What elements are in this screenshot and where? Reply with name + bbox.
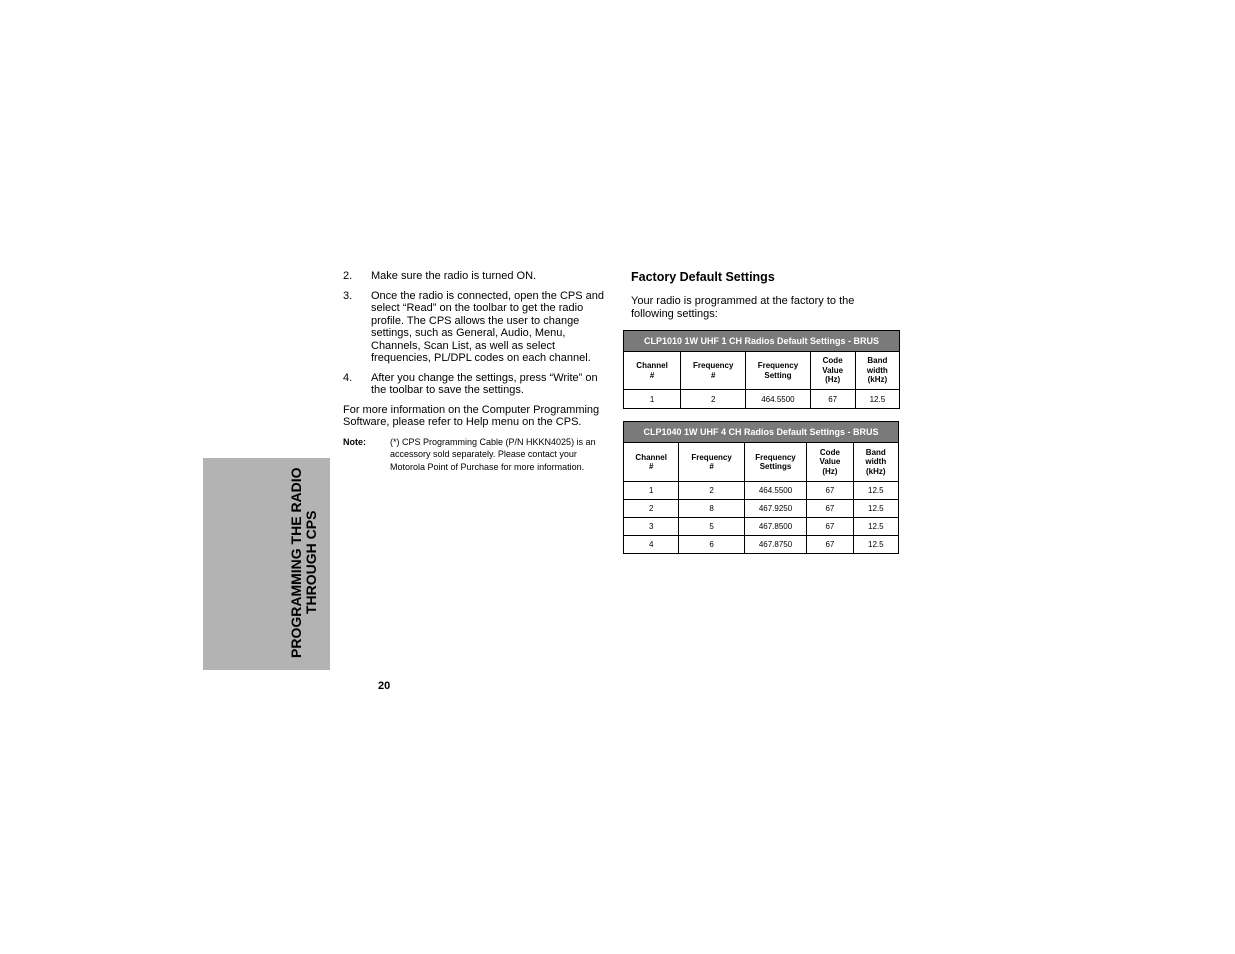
cell-channel: 3 xyxy=(624,518,679,536)
note-text: (*) CPS Programming Cable (P/N HKKN4025) is an accessory sold separately. Please contact your Motorola Point of Purchase for more information. xyxy=(390,436,596,472)
cell-bandwidth: 12.5 xyxy=(853,518,898,536)
cell-bandwidth: 12.5 xyxy=(853,536,898,554)
table-row xyxy=(624,482,899,500)
table-header-row xyxy=(624,352,900,390)
cell-code-value: 67 xyxy=(807,536,853,554)
header-channel: Channel # xyxy=(624,352,681,390)
step-number: 3. xyxy=(343,289,353,302)
cell-bandwidth: 12.5 xyxy=(853,500,898,518)
cell-code-value: 67 xyxy=(810,390,855,409)
note xyxy=(343,436,605,474)
note-label: Note: xyxy=(343,436,366,447)
table-row xyxy=(624,390,900,409)
cell-code-value: 67 xyxy=(807,518,853,536)
header-code-value: Code Value (Hz) xyxy=(807,443,853,482)
cell-frequency-number: 5 xyxy=(679,518,744,536)
table-caption: CLP1010 1W UHF 1 CH Radios Default Settings - BRUS xyxy=(624,331,900,352)
step-item xyxy=(343,270,605,283)
header-channel: Channel # xyxy=(624,443,679,482)
left-column xyxy=(343,270,605,473)
header-bandwidth: Band width (kHz) xyxy=(853,443,898,482)
cell-frequency-setting: 467.8750 xyxy=(744,536,806,554)
default-settings-table-1ch xyxy=(623,330,900,409)
table-row xyxy=(624,536,899,554)
right-column xyxy=(631,270,901,321)
step-number: 2. xyxy=(343,270,353,282)
table-row xyxy=(624,518,899,536)
cell-frequency-number: 6 xyxy=(679,536,744,554)
cell-channel: 4 xyxy=(624,536,679,554)
default-settings-table-4ch xyxy=(623,421,899,554)
cell-bandwidth: 12.5 xyxy=(853,482,898,500)
cell-channel: 1 xyxy=(624,482,679,500)
cell-frequency-setting: 467.8500 xyxy=(744,518,806,536)
table-row xyxy=(624,500,899,518)
section-title: Factory Default Settings xyxy=(631,270,775,284)
page-number: 20 xyxy=(378,680,391,692)
side-tab-line-2: THROUGH CPS xyxy=(303,510,319,615)
step-item xyxy=(343,290,605,365)
header-code-value: Code Value (Hz) xyxy=(810,352,855,390)
cell-code-value: 67 xyxy=(807,500,853,518)
cell-channel: 2 xyxy=(624,500,679,518)
help-paragraph: For more information on the Computer Programming Software, please refer to Help menu on the CPS. xyxy=(343,403,600,428)
header-bandwidth: Band width (kHz) xyxy=(855,352,899,390)
cell-frequency-setting: 464.5500 xyxy=(744,482,806,500)
header-frequency-number: Frequency # xyxy=(681,352,746,390)
cell-frequency-setting: 464.5500 xyxy=(746,390,810,409)
header-frequency-settings: Frequency Settings xyxy=(744,443,806,482)
cell-bandwidth: 12.5 xyxy=(855,390,899,409)
cell-frequency-number: 2 xyxy=(681,390,746,409)
step-text: Once the radio is connected, open the CPS and select “Read” on the toolbar to get the radio profile. The CPS allows the user to change settings, such as General, Audio, Menu, Channels, Scan List, as well as select frequencies, PL/DPL codes on each channel. xyxy=(371,289,604,364)
intro-text: Your radio is programmed at the factory to the following settings: xyxy=(631,295,855,320)
header-frequency-number: Frequency # xyxy=(679,443,744,482)
side-tab-label xyxy=(289,466,333,659)
table-caption: CLP1040 1W UHF 4 CH Radios Default Settings - BRUS xyxy=(624,422,899,443)
cell-frequency-number: 2 xyxy=(679,482,744,500)
header-frequency-setting: Frequency Setting xyxy=(746,352,810,390)
step-number: 4. xyxy=(343,371,353,384)
step-text: Make sure the radio is turned ON. xyxy=(371,270,537,282)
table-header-row xyxy=(624,443,899,482)
side-tab-line-1: PROGRAMMING THE RADIO xyxy=(288,467,304,658)
step-text: After you change the settings, press “Write” on the toolbar to save the settings. xyxy=(371,371,598,396)
cell-frequency-setting: 467.9250 xyxy=(744,500,806,518)
cell-frequency-number: 8 xyxy=(679,500,744,518)
cell-code-value: 67 xyxy=(807,482,853,500)
step-item xyxy=(343,372,605,397)
cell-channel: 1 xyxy=(624,390,681,409)
